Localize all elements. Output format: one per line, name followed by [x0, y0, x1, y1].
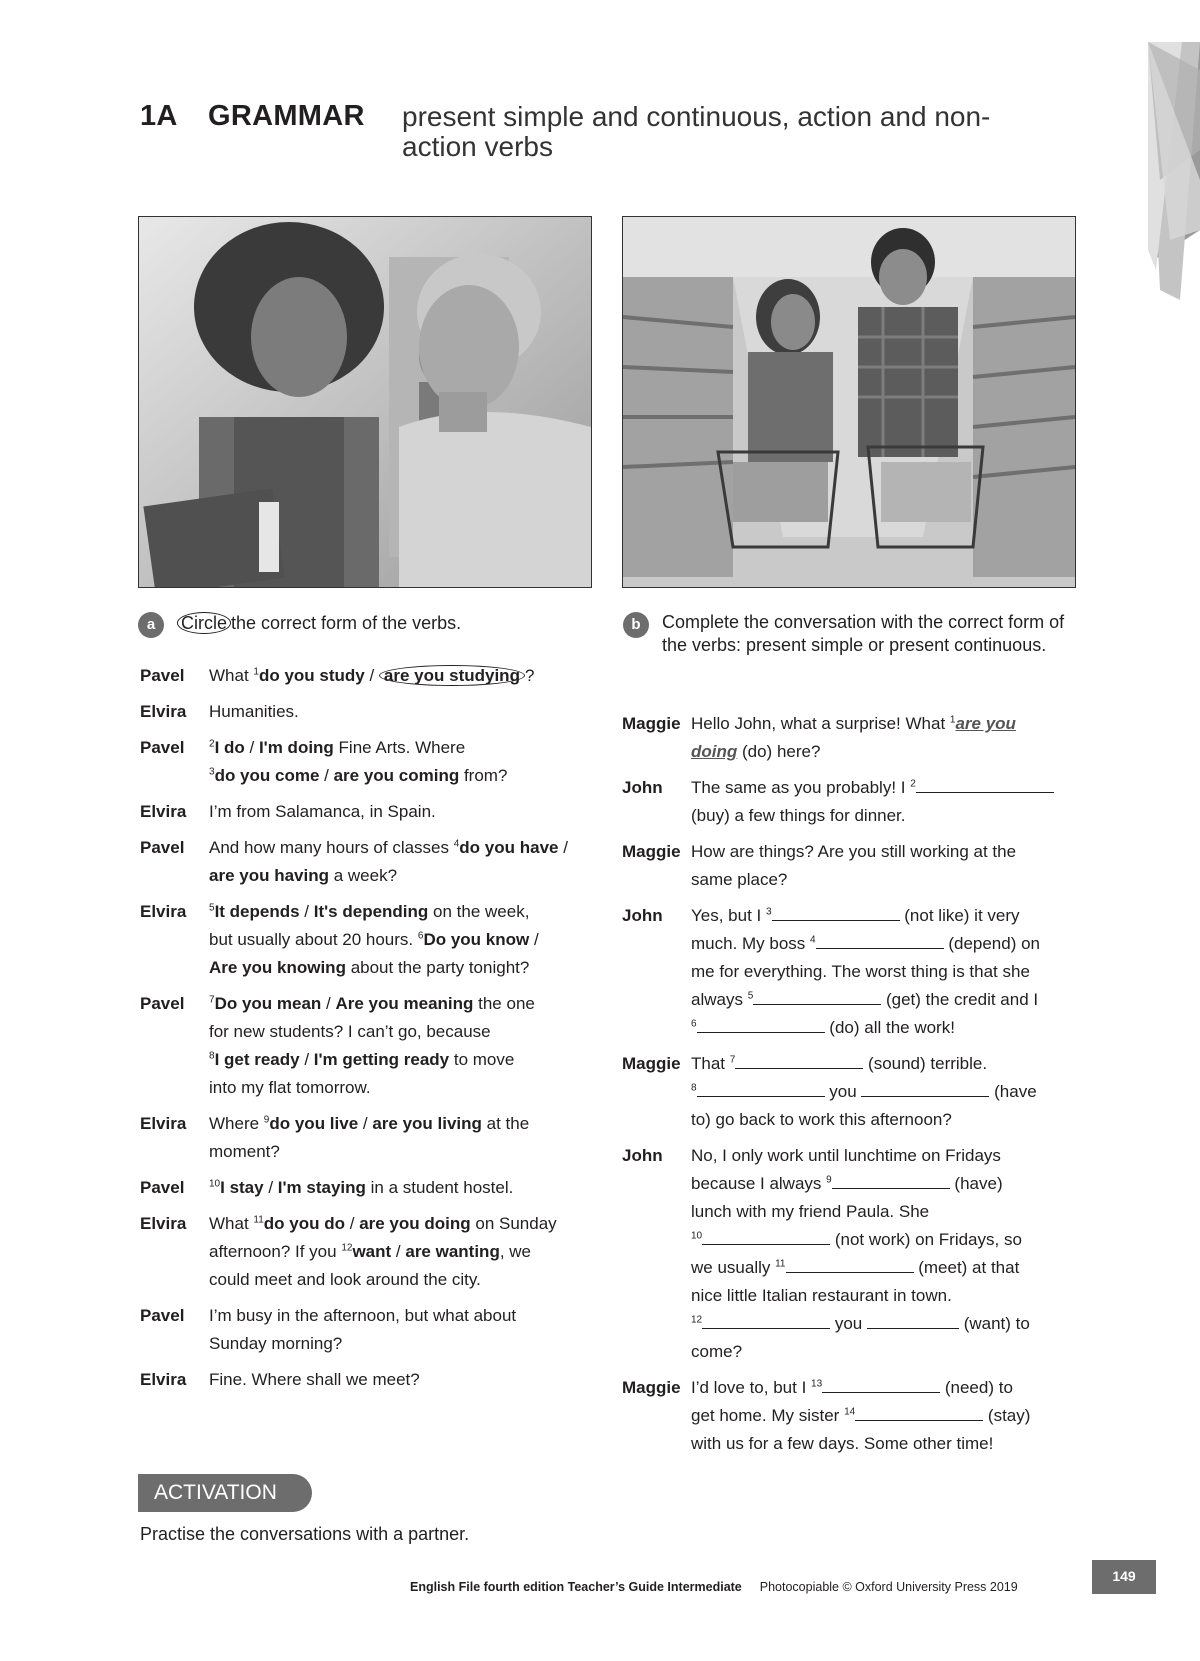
dialogue-text — [209, 1366, 610, 1394]
text-run: What — [209, 1214, 254, 1233]
verb-option: I stay — [220, 1178, 264, 1197]
verb-option: are wanting — [405, 1242, 500, 1261]
text-run: I’m from Salamanca, in Spain. — [209, 802, 436, 821]
item-number: 8 — [691, 1082, 697, 1094]
item-number: 6 — [691, 1018, 697, 1030]
dialogue-line — [140, 898, 610, 982]
item-number: 2 — [209, 738, 215, 750]
dialogue-line — [140, 734, 610, 790]
text-run: at the — [481, 1114, 530, 1133]
exercise-b-conversation — [622, 710, 1092, 1466]
text-run: (stay) — [983, 1406, 1031, 1425]
dialogue-line — [140, 1210, 610, 1294]
verb-option: do you come — [214, 766, 320, 785]
text-run: on the week, — [428, 902, 530, 921]
speaker-name: Elvira — [140, 702, 187, 721]
text-run: lunch with my friend Paula. She — [691, 1202, 930, 1221]
speaker-name: Maggie — [622, 714, 681, 733]
text-run: same place? — [691, 870, 788, 889]
text-run: with us for a few days. Some other time! — [691, 1434, 994, 1453]
verb-option: Are you knowing — [209, 958, 346, 977]
text-run: me for everything. The worst thing is that she — [691, 962, 1030, 981]
verb-option: are you having — [209, 866, 329, 885]
item-number: 11 — [253, 1214, 264, 1226]
item-number: 10 — [691, 1230, 703, 1242]
item-number: 12 — [341, 1242, 353, 1254]
speaker-name: Pavel — [140, 738, 185, 757]
verb-option: do you live — [269, 1114, 359, 1133]
speaker-name: John — [622, 778, 663, 797]
footer-book-title: English File fourth edition Teacher’s Guide Intermediate — [410, 1580, 742, 1594]
speaker-name: Elvira — [140, 902, 187, 921]
text-run: the one — [473, 994, 535, 1013]
photo-students-talking — [138, 216, 592, 588]
exercise-a-instruction-rest: the correct form of the verbs. — [231, 613, 462, 633]
speaker-name: Elvira — [140, 802, 187, 821]
verb-option: I get ready — [214, 1050, 300, 1069]
speaker-name: Elvira — [140, 1214, 187, 1233]
text-run: we usually — [691, 1258, 776, 1277]
exercise-a-badge: a — [138, 612, 164, 638]
text-run: / — [364, 666, 379, 685]
dialogue-line — [622, 774, 1092, 830]
answer-blank[interactable] — [735, 1050, 863, 1069]
answer-blank[interactable] — [753, 986, 881, 1005]
speaker-name: Elvira — [140, 1370, 187, 1389]
text-run: much. My boss — [691, 934, 811, 953]
text-run: a week? — [328, 866, 398, 885]
text-run: nice little Italian restaurant in town. — [691, 1286, 952, 1305]
dialogue-line — [140, 1110, 610, 1166]
answer-blank[interactable] — [916, 774, 1054, 793]
text-run: / — [319, 766, 334, 785]
exercise-b-badge: b — [623, 612, 649, 638]
verb-option: I'm getting ready — [313, 1050, 450, 1069]
circled-answer: are you studying — [379, 665, 525, 686]
item-number: 5 — [747, 990, 754, 1002]
verb-option: do you do — [263, 1214, 346, 1233]
item-number: 3 — [765, 906, 772, 918]
speaker-name: Pavel — [140, 994, 185, 1013]
speaker-name: John — [622, 1146, 663, 1165]
dialogue-text — [691, 902, 1092, 1042]
text-run: moment? — [209, 1142, 280, 1161]
item-number: 1 — [949, 714, 956, 726]
speaker-name: Pavel — [140, 1306, 185, 1325]
verb-option: It depends — [214, 902, 300, 921]
text-run: Humanities. — [209, 702, 299, 721]
text-run: because I always — [691, 1174, 827, 1193]
text-run: but usually about 20 hours. — [209, 930, 418, 949]
text-run: you — [824, 1082, 862, 1101]
dialogue-line — [140, 662, 610, 690]
text-run: , we — [499, 1242, 532, 1261]
verb-option: I'm staying — [277, 1178, 366, 1197]
item-number: 2 — [910, 778, 916, 790]
circle-word: Circle — [177, 612, 231, 634]
item-number: 13 — [811, 1378, 823, 1390]
answer-blank[interactable] — [786, 1254, 914, 1273]
text-run: No, I only work until lunchtime on Fridays — [691, 1146, 1001, 1165]
unit-subtitle: present simple and continuous, action and non-action verbs — [402, 101, 991, 162]
dialogue-text — [209, 662, 610, 690]
text-run: (not like) it very — [899, 906, 1020, 925]
text-run: / — [263, 1178, 278, 1197]
text-run: I’d love to, but I — [691, 1378, 812, 1397]
example-answer: are you — [955, 714, 1016, 733]
text-run: (have) — [949, 1174, 1003, 1193]
text-run: Yes, but I — [691, 906, 766, 925]
item-number: 4 — [453, 838, 460, 850]
verb-option: are you coming — [333, 766, 460, 785]
verb-option: It's depending — [313, 902, 429, 921]
text-run: / — [529, 930, 539, 949]
answer-blank[interactable] — [822, 1374, 940, 1393]
unit-title — [140, 100, 365, 133]
text-run: to) go back to work this afternoon? — [691, 1110, 952, 1129]
item-number: 8 — [209, 1050, 215, 1062]
item-number: 11 — [775, 1258, 786, 1270]
activation-text: Practise the conversations with a partner. — [140, 1524, 470, 1544]
dialogue-line — [622, 1050, 1092, 1134]
item-number: 3 — [209, 766, 215, 778]
item-number: 10 — [209, 1178, 221, 1190]
text-run: (not work) on Fridays, so — [830, 1230, 1022, 1249]
item-number: 9 — [263, 1114, 270, 1126]
verb-option: I'm doing — [258, 738, 334, 757]
speaker-name: Pavel — [140, 666, 185, 685]
dialogue-text — [209, 1210, 610, 1294]
dialogue-text — [691, 774, 1092, 830]
answer-blank[interactable] — [832, 1170, 950, 1189]
speaker-name: Pavel — [140, 1178, 185, 1197]
dialogue-line — [140, 1366, 610, 1394]
text-run: The same as you probably! I — [691, 778, 911, 797]
answer-blank[interactable] — [816, 930, 944, 949]
text-run: That — [691, 1054, 730, 1073]
verb-option: are you living — [372, 1114, 482, 1133]
footer-copyright: Photocopiable © Oxford University Press 2019 — [759, 1580, 1018, 1594]
footer — [410, 1580, 1018, 1594]
item-number: 7 — [209, 994, 215, 1006]
text-run: you — [830, 1314, 867, 1333]
item-number: 7 — [729, 1054, 736, 1066]
text-run: / — [321, 994, 336, 1013]
text-run: How are things? Are you still working at the — [691, 842, 1017, 861]
text-run: for new students? I can’t go, because — [209, 1022, 491, 1041]
text-run: (get) the credit and I — [881, 990, 1039, 1009]
text-run: / — [358, 1114, 373, 1133]
dialogue-text — [691, 1142, 1092, 1366]
dialogue-text — [209, 1110, 610, 1166]
dialogue-text — [691, 1050, 1092, 1134]
verb-option: Do you mean — [214, 994, 322, 1013]
unit-code: 1A — [140, 100, 178, 132]
decorative-corner-tab — [1130, 0, 1200, 300]
dialogue-text — [691, 838, 1092, 894]
text-run: Fine Arts. Where — [333, 738, 466, 757]
item-number: 14 — [844, 1406, 856, 1418]
dialogue-text — [209, 834, 610, 890]
dialogue-text — [209, 734, 610, 790]
page-number: 149 — [1092, 1560, 1156, 1594]
verb-option: are you doing — [359, 1214, 471, 1233]
text-run: Hello John, what a surprise! What — [691, 714, 950, 733]
text-run: could meet and look around the city. — [209, 1270, 481, 1289]
dialogue-line — [140, 1302, 610, 1358]
dialogue-line — [140, 1174, 610, 1202]
verb-option: do you study — [258, 666, 365, 685]
text-run: (meet) at that — [913, 1258, 1020, 1277]
text-run: What — [209, 666, 254, 685]
verb-option: want — [352, 1242, 392, 1261]
text-run: about the party tonight? — [345, 958, 530, 977]
item-number: 12 — [691, 1314, 703, 1326]
dialogue-text — [209, 1302, 610, 1358]
example-answer: doing — [691, 742, 738, 761]
text-run: / — [299, 1050, 314, 1069]
text-run: (buy) a few things for dinner. — [691, 806, 906, 825]
item-number: 9 — [826, 1174, 832, 1186]
text-run: (depend) on — [943, 934, 1041, 953]
answer-blank[interactable] — [772, 902, 900, 921]
activation-banner: ACTIVATION — [138, 1474, 312, 1512]
section-name: GRAMMAR — [208, 100, 365, 132]
text-run: in a student hostel. — [365, 1178, 514, 1197]
dialogue-text — [209, 990, 610, 1102]
text-run: come? — [691, 1342, 743, 1361]
text-run: on Sunday — [470, 1214, 557, 1233]
text-run: / — [244, 738, 259, 757]
dialogue-line — [140, 834, 610, 890]
text-run: Sunday morning? — [209, 1334, 343, 1353]
verb-option: do you have — [459, 838, 559, 857]
text-run: (have — [989, 1082, 1037, 1101]
answer-blank[interactable] — [697, 1078, 825, 1097]
dialogue-line — [622, 710, 1092, 766]
dialogue-text — [209, 1174, 610, 1202]
dialogue-line — [622, 902, 1092, 1042]
text-run: / — [391, 1242, 406, 1261]
item-number: 1 — [253, 666, 259, 678]
dialogue-text — [691, 710, 1092, 766]
exercise-b-instruction: Complete the conversation with the correct form of the verbs: present simple or present continuous. — [662, 612, 1065, 655]
text-run: ? — [524, 666, 535, 685]
answer-blank[interactable] — [697, 1014, 825, 1033]
dialogue-line — [622, 1142, 1092, 1366]
text-run: (do) all the work! — [824, 1018, 955, 1037]
exercise-a-instruction — [177, 612, 461, 635]
text-run: Fine. Where shall we meet? — [209, 1370, 420, 1389]
answer-blank[interactable] — [702, 1226, 830, 1245]
text-run: always — [691, 990, 748, 1009]
text-run: to move — [449, 1050, 515, 1069]
verb-option: Do you know — [423, 930, 530, 949]
item-number: 5 — [209, 902, 215, 914]
text-run: (need) to — [940, 1378, 1013, 1397]
dialogue-line — [622, 838, 1092, 894]
dialogue-line — [622, 1374, 1092, 1458]
item-number: 4 — [810, 934, 816, 946]
text-run: into my flat tomorrow. — [209, 1078, 371, 1097]
dialogue-text — [691, 1374, 1092, 1458]
speaker-name: Elvira — [140, 1114, 187, 1133]
text-run: / — [558, 838, 568, 857]
exercise-a-conversation — [140, 662, 610, 1402]
speaker-name: Pavel — [140, 838, 185, 857]
speaker-name: Maggie — [622, 842, 681, 861]
answer-blank[interactable] — [861, 1078, 989, 1097]
text-run: (want) to — [958, 1314, 1030, 1333]
text-run: get home. My sister — [691, 1406, 845, 1425]
dialogue-line — [140, 798, 610, 826]
text-run: Where — [209, 1114, 264, 1133]
item-number: 6 — [417, 930, 424, 942]
text-run: afternoon? If you — [209, 1242, 342, 1261]
text-run: from? — [459, 766, 508, 785]
dialogue-text — [209, 898, 610, 982]
text-run: And how many hours of classes — [209, 838, 454, 857]
text-run: (sound) terrible. — [863, 1054, 988, 1073]
photo-supermarket-couple — [622, 216, 1076, 588]
dialogue-text — [209, 798, 610, 826]
dialogue-text — [209, 698, 610, 726]
speaker-name: John — [622, 906, 663, 925]
text-run: / — [299, 902, 314, 921]
dialogue-line — [140, 990, 610, 1102]
dialogue-line — [140, 698, 610, 726]
speaker-name: Maggie — [622, 1054, 681, 1073]
answer-blank[interactable] — [867, 1310, 959, 1329]
verb-option: I do — [214, 738, 245, 757]
text-run: / — [345, 1214, 360, 1233]
text-run: (do) here? — [737, 742, 821, 761]
text-run: I’m busy in the afternoon, but what about — [209, 1306, 517, 1325]
speaker-name: Maggie — [622, 1378, 681, 1397]
verb-option: Are you meaning — [335, 994, 474, 1013]
answer-blank[interactable] — [855, 1402, 983, 1421]
answer-blank[interactable] — [702, 1310, 830, 1329]
